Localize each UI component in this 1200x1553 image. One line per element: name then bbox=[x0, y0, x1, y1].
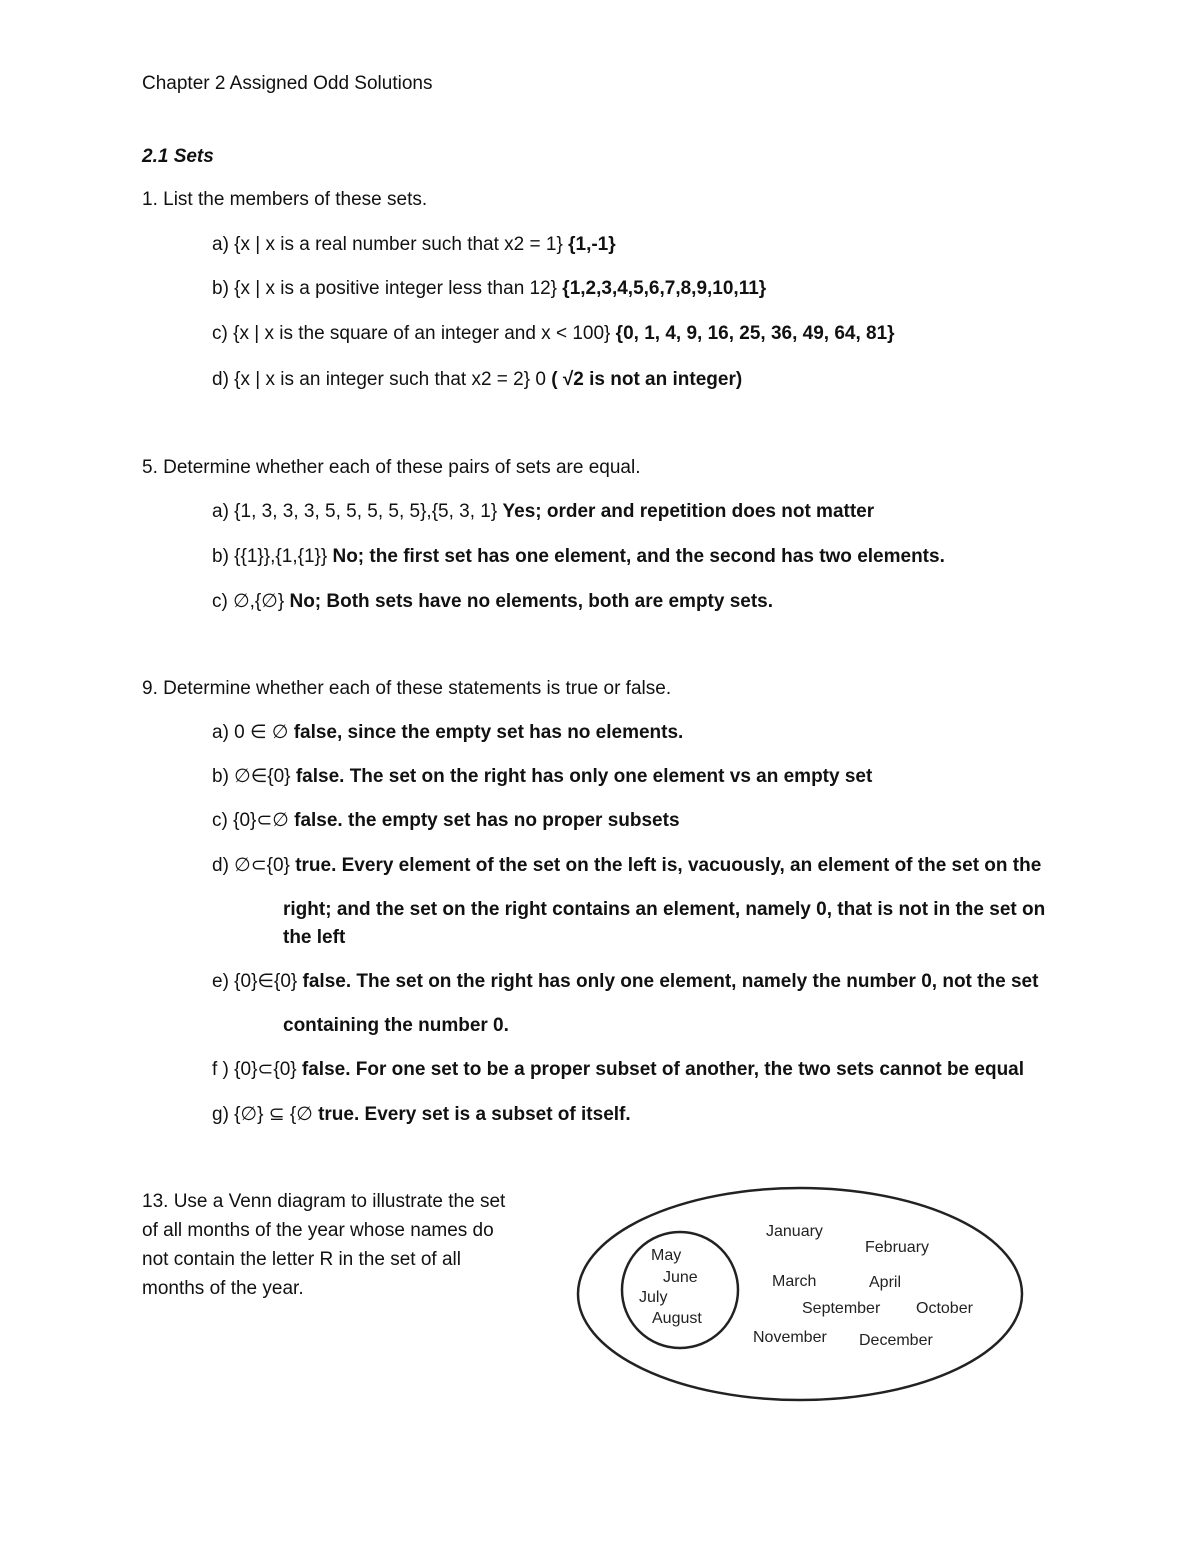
question-5b bbox=[212, 545, 945, 569]
venn-month-july: July bbox=[639, 1289, 668, 1306]
question-9b bbox=[212, 765, 872, 789]
question-9c bbox=[212, 809, 680, 833]
venn-diagram bbox=[570, 1182, 1030, 1412]
question-1b bbox=[212, 277, 766, 301]
question-9-prompt: 9. Determine whether each of these statements is true or false. bbox=[142, 678, 672, 699]
question-13-line-4: months of the year. bbox=[142, 1278, 304, 1299]
document-title: Chapter 2 Assigned Odd Solutions bbox=[142, 73, 433, 94]
venn-month-august: August bbox=[652, 1310, 702, 1327]
question-1-prompt: 1. List the members of these sets. bbox=[142, 189, 428, 210]
question-9d-answer: true. Every element of the set on the left is, vacuously, an element of the set on the bbox=[295, 855, 1042, 876]
question-9d-answer-cont-1: right; and the set on the right contains an element, namely 0, that is not in the set on bbox=[283, 899, 1046, 920]
venn-month-april: April bbox=[869, 1274, 902, 1291]
question-9e-answer: false. The set on the right has only one element, namely the number 0, not the set bbox=[302, 971, 1039, 992]
question-9b-answer: false. The set on the right has only one element vs an empty set bbox=[295, 766, 873, 787]
question-9a bbox=[212, 721, 683, 745]
question-5a-answer: Yes; order and repetition does not matter bbox=[502, 501, 875, 522]
question-9d-answer-cont-2: the left bbox=[283, 927, 346, 948]
venn-month-november: November bbox=[753, 1329, 827, 1346]
venn-month-september: September bbox=[802, 1300, 881, 1317]
venn-month-october: October bbox=[916, 1300, 973, 1317]
venn-month-june: June bbox=[663, 1269, 698, 1286]
question-9g bbox=[212, 1103, 631, 1127]
question-1b-answer: {1,2,3,4,5,6,7,8,9,10,11} bbox=[562, 278, 767, 299]
question-13-line-2: of all months of the year whose names do bbox=[142, 1220, 494, 1241]
question-9e-text: e) {0}∈{0} bbox=[212, 971, 298, 992]
question-9e bbox=[212, 970, 1038, 994]
question-9d bbox=[212, 854, 1041, 878]
question-1d-text: d) {x | x is an integer such that x2 = 2} 0 bbox=[212, 369, 546, 390]
question-9f-text: f ) {0}⊂{0} bbox=[212, 1059, 297, 1080]
question-5b-text: b) {{1}},{1,{1}} bbox=[212, 546, 328, 567]
question-9b-text: b) ∅∈{0} bbox=[212, 766, 291, 787]
question-5-prompt: 5. Determine whether each of these pairs of sets are equal. bbox=[142, 457, 641, 478]
question-5a-text: a) {1, 3, 3, 3, 5, 5, 5, 5, 5},{5, 3, 1} bbox=[212, 501, 498, 522]
question-9g-text: g) {∅} ⊆ {∅ bbox=[212, 1104, 313, 1125]
venn-month-december: December bbox=[859, 1332, 933, 1349]
section-title: 2.1 Sets bbox=[142, 146, 214, 167]
question-9e-answer-cont: containing the number 0. bbox=[283, 1015, 509, 1036]
question-9c-answer: false. the empty set has no proper subsets bbox=[294, 810, 680, 831]
question-9g-answer: true. Every set is a subset of itself. bbox=[318, 1104, 631, 1125]
question-5c bbox=[212, 590, 773, 614]
question-1c-answer: {0, 1, 4, 9, 16, 25, 36, 49, 64, 81} bbox=[615, 323, 895, 344]
question-9f bbox=[212, 1058, 1024, 1082]
question-9f-answer: false. For one set to be a proper subset of another, the two sets cannot be equal bbox=[301, 1059, 1025, 1080]
question-5a bbox=[212, 500, 874, 524]
question-1a bbox=[212, 233, 616, 257]
question-9a-answer: false, since the empty set has no elements. bbox=[293, 722, 684, 743]
question-1d-answer: ( √2 is not an integer) bbox=[551, 369, 743, 390]
question-1c bbox=[212, 322, 895, 346]
venn-month-january: January bbox=[766, 1223, 823, 1240]
question-5c-text: c) ∅,{∅} bbox=[212, 591, 285, 612]
question-1b-text: b) {x | x is a positive integer less than 12} bbox=[212, 278, 558, 299]
question-1a-text: a) {x | x is a real number such that x2 = 1} bbox=[212, 234, 563, 255]
question-1a-answer: {1,-1} bbox=[568, 234, 616, 255]
question-9a-text: a) 0 ∈ ∅ bbox=[212, 722, 289, 743]
venn-month-february: February bbox=[865, 1239, 930, 1256]
question-5b-answer: No; the first set has one element, and the second has two elements. bbox=[332, 546, 945, 567]
venn-month-march: March bbox=[772, 1273, 817, 1290]
question-13-line-3: not contain the letter R in the set of all bbox=[142, 1249, 461, 1270]
question-1c-text: c) {x | x is the square of an integer and x < 100} bbox=[212, 323, 611, 344]
question-13-line-1: 13. Use a Venn diagram to illustrate the set bbox=[142, 1191, 506, 1212]
question-9c-text: c) {0}⊂∅ bbox=[212, 810, 289, 831]
question-9d-text: d) ∅⊂{0} bbox=[212, 855, 290, 876]
question-1d bbox=[212, 368, 742, 392]
venn-month-may: May bbox=[651, 1247, 682, 1264]
question-5c-answer: No; Both sets have no elements, both are empty sets. bbox=[289, 591, 774, 612]
